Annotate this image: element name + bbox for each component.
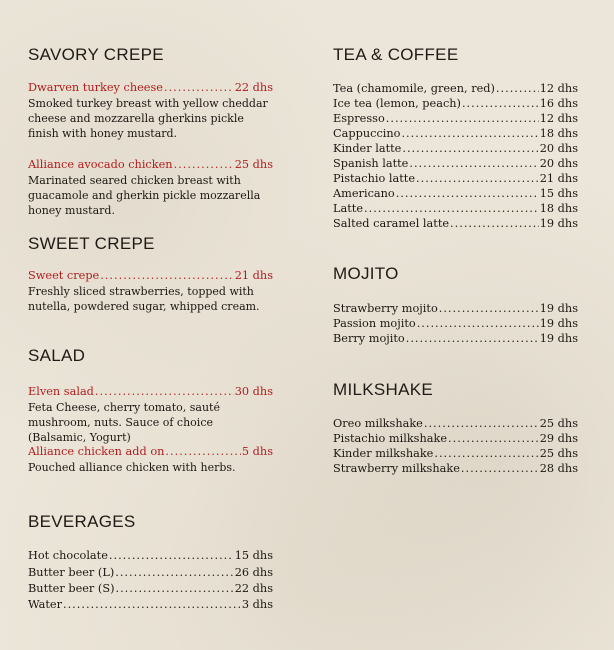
menu-item-alliance-avocado-chicken[interactable] <box>28 157 273 172</box>
leader-dots <box>461 461 539 476</box>
menu-item-latte[interactable] <box>333 201 578 216</box>
item-name: Passion mojito <box>333 317 416 330</box>
item-price: 22 dhs <box>234 582 273 595</box>
menu-item-ice-tea[interactable] <box>333 96 578 111</box>
menu-item-alliance-chicken-add-on[interactable] <box>28 444 273 459</box>
item-name: Espresso <box>333 112 385 125</box>
tea-coffee-heading: TEA & COFFEE <box>333 45 459 64</box>
leader-dots <box>386 111 539 126</box>
item-price: 19 dhs <box>539 332 578 345</box>
menu-item-butter-beer-l[interactable] <box>28 565 273 580</box>
item-name: Pistachio latte <box>333 172 416 185</box>
item-name: Strawberry milkshake <box>333 462 460 475</box>
item-price: 22 dhs <box>234 81 273 94</box>
item-price: 18 dhs <box>539 127 578 140</box>
menu-item-espresso[interactable] <box>333 111 578 126</box>
leader-dots <box>164 80 234 95</box>
milkshake-heading: MILKSHAKE <box>333 380 434 399</box>
item-name: Pistachio milkshake <box>333 432 448 445</box>
item-name: Kinder milkshake <box>333 447 434 460</box>
leader-dots <box>100 268 233 283</box>
menu-item-kinder-latte[interactable] <box>333 141 578 156</box>
menu-item-butter-beer-s[interactable] <box>28 581 273 596</box>
item-name: Kinder latte <box>333 142 402 155</box>
item-name: Sweet crepe <box>28 269 100 282</box>
leader-dots <box>95 384 234 399</box>
item-name: Tea (chamomile, green, red) <box>333 82 495 95</box>
item-price: 21 dhs <box>234 269 273 282</box>
item-name: Cappuccino <box>333 127 401 140</box>
leader-dots <box>115 565 233 580</box>
leader-dots <box>364 201 539 216</box>
menu-item-strawberry-milkshake[interactable] <box>333 461 578 476</box>
item-price: 25 dhs <box>539 417 578 430</box>
menu-item-passion-mojito[interactable] <box>333 316 578 331</box>
leader-dots <box>165 444 240 459</box>
item-price: 19 dhs <box>539 302 578 315</box>
item-price: 18 dhs <box>539 202 578 215</box>
item-price: 26 dhs <box>234 566 273 579</box>
item-price: 5 dhs <box>241 445 273 458</box>
leader-dots <box>109 548 234 563</box>
menu-item-pistachio-latte[interactable] <box>333 171 578 186</box>
item-name: Berry mojito <box>333 332 405 345</box>
leader-dots <box>496 81 539 96</box>
leader-dots <box>63 597 241 612</box>
item-name: Elven salad <box>28 385 94 398</box>
item-description: Pouched alliance chicken with herbs. <box>28 461 236 474</box>
menu-item-water[interactable] <box>28 597 273 612</box>
item-name: Alliance chicken add on <box>28 445 165 458</box>
item-name: Butter beer (S) <box>28 582 115 595</box>
sweet-crepe-heading: SWEET CREPE <box>28 234 155 253</box>
menu-item-salted-caramel-latte[interactable] <box>333 216 578 231</box>
item-price: 19 dhs <box>539 317 578 330</box>
leader-dots <box>406 331 539 346</box>
menu-item-strawberry-mojito[interactable] <box>333 301 578 316</box>
item-price: 16 dhs <box>539 97 578 110</box>
menu-item-oreo-milkshake[interactable] <box>333 416 578 431</box>
leader-dots <box>416 171 539 186</box>
item-price: 25 dhs <box>234 158 273 171</box>
menu-item-tea[interactable] <box>333 81 578 96</box>
item-description: Marinated seared chicken breast with guacamole and gherkin pickle mozzarella honey mustard. <box>28 174 261 217</box>
item-price: 25 dhs <box>539 447 578 460</box>
leader-dots <box>174 157 234 172</box>
leader-dots <box>450 216 539 231</box>
item-price: 21 dhs <box>539 172 578 185</box>
item-name: Alliance avocado chicken <box>28 158 173 171</box>
item-price: 20 dhs <box>539 142 578 155</box>
menu-item-pistachio-milkshake[interactable] <box>333 431 578 446</box>
item-price: 19 dhs <box>539 217 578 230</box>
salad-heading: SALAD <box>28 346 86 365</box>
item-price: 12 dhs <box>539 112 578 125</box>
leader-dots <box>424 416 539 431</box>
leader-dots <box>434 446 538 461</box>
leader-dots <box>401 126 538 141</box>
menu-item-spanish-latte[interactable] <box>333 156 578 171</box>
menu-item-kinder-milkshake[interactable] <box>333 446 578 461</box>
item-price: 28 dhs <box>539 462 578 475</box>
item-name: Water <box>28 598 62 611</box>
item-name: Butter beer (L) <box>28 566 115 579</box>
item-description: Freshly sliced strawberries, topped with nutella, powdered sugar, whipped cream. <box>28 285 260 313</box>
item-description: Feta Cheese, cherry tomato, sauté mushroom, nuts. Sauce of choice (Balsamic, Yogurt) <box>28 401 220 444</box>
item-name: Dwarven turkey cheese <box>28 81 163 94</box>
item-name: Hot chocolate <box>28 549 108 562</box>
item-name: Salted caramel latte <box>333 217 450 230</box>
menu-item-dwarven-turkey-cheese[interactable] <box>28 80 273 95</box>
beverages-heading: BEVERAGES <box>28 512 136 531</box>
item-price: 20 dhs <box>539 157 578 170</box>
menu-item-elven-salad[interactable] <box>28 384 273 399</box>
item-name: Strawberry mojito <box>333 302 438 315</box>
menu-item-cappuccino[interactable] <box>333 126 578 141</box>
item-name: Americano <box>333 187 395 200</box>
menu-item-hot-chocolate[interactable] <box>28 548 273 563</box>
leader-dots <box>396 186 539 201</box>
item-name: Oreo milkshake <box>333 417 423 430</box>
leader-dots <box>448 431 539 446</box>
menu-item-berry-mojito[interactable] <box>333 331 578 346</box>
leader-dots <box>417 316 539 331</box>
leader-dots <box>115 581 233 596</box>
leader-dots <box>402 141 538 156</box>
mojito-heading: MOJITO <box>333 264 399 283</box>
item-price: 15 dhs <box>234 549 273 562</box>
leader-dots <box>439 301 539 316</box>
item-price: 12 dhs <box>539 82 578 95</box>
item-price: 15 dhs <box>539 187 578 200</box>
item-name: Latte <box>333 202 364 215</box>
item-price: 3 dhs <box>241 598 273 611</box>
item-price: 30 dhs <box>234 385 273 398</box>
leader-dots <box>409 156 538 171</box>
leader-dots <box>462 96 539 111</box>
savory-crepe-heading: SAVORY CREPE <box>28 45 164 64</box>
item-name: Spanish latte <box>333 157 409 170</box>
menu-item-sweet-crepe[interactable] <box>28 268 273 283</box>
item-price: 29 dhs <box>539 432 578 445</box>
item-name: Ice tea (lemon, peach) <box>333 97 461 110</box>
item-description: Smoked turkey breast with yellow cheddar cheese and mozzarella gherkins pickle finish with honey mustard. <box>28 97 268 140</box>
menu-item-americano[interactable] <box>333 186 578 201</box>
